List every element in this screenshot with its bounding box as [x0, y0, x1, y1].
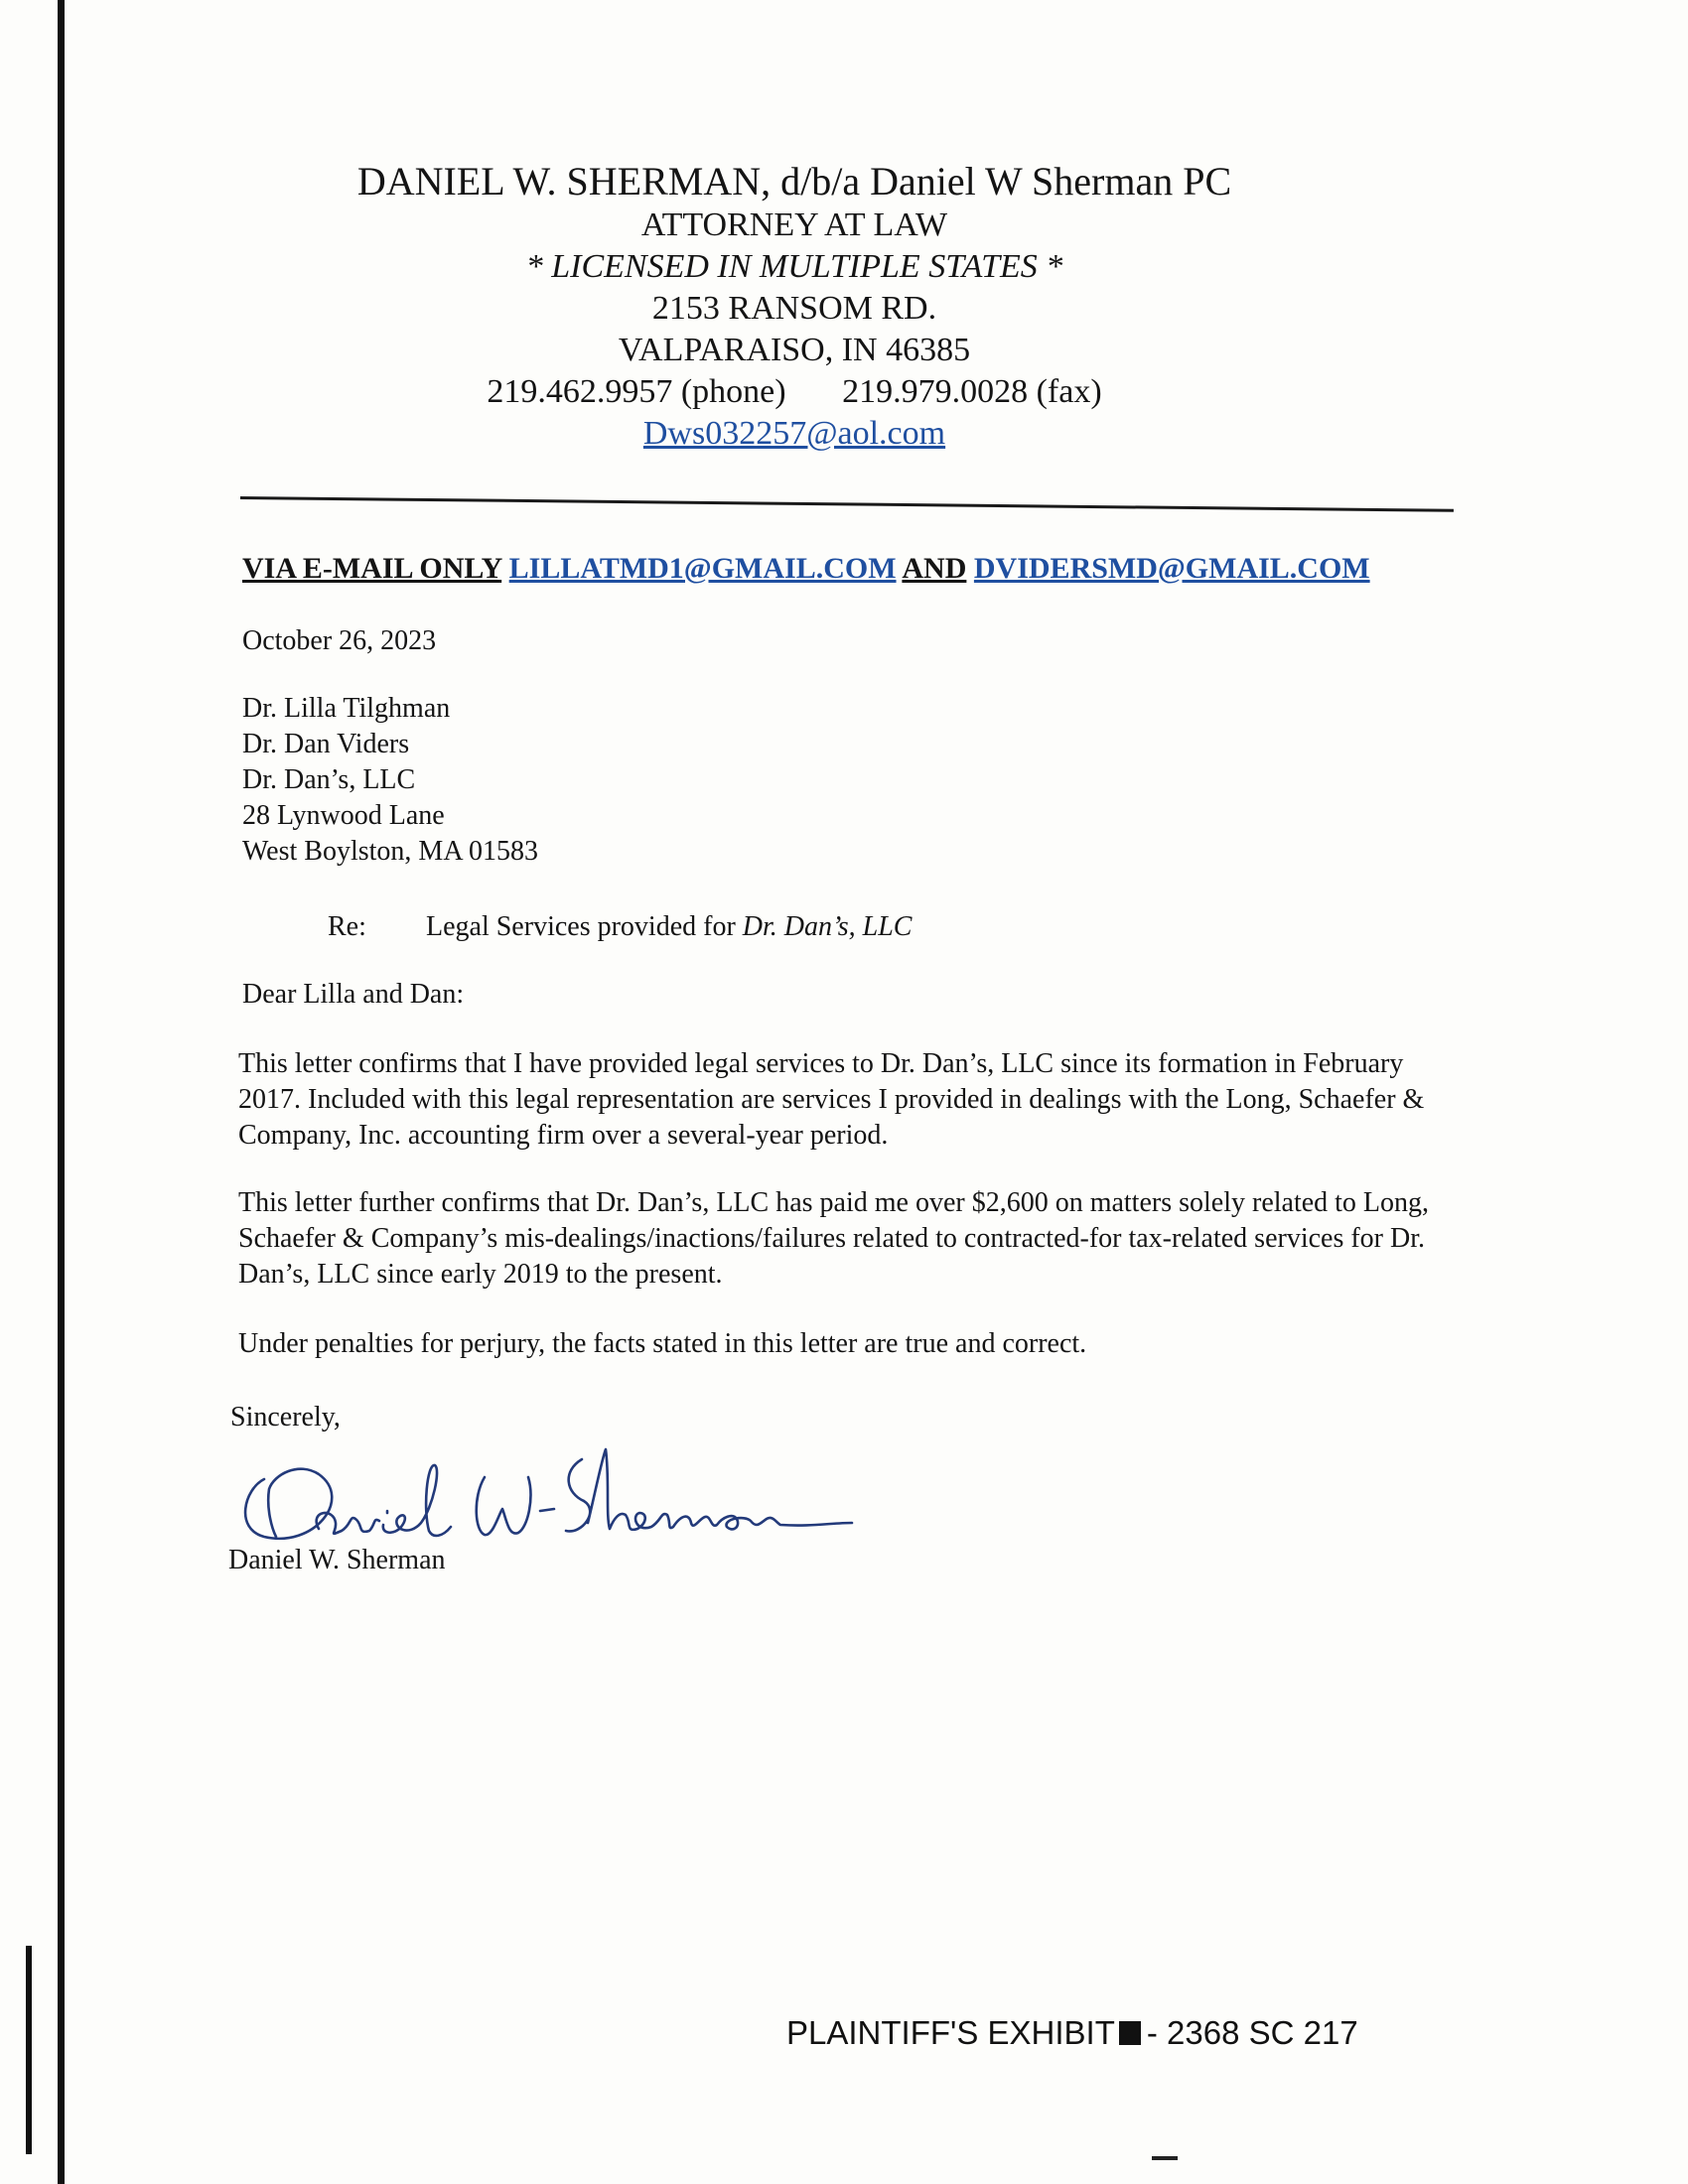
via-email-line: [242, 552, 1370, 586]
closing: Sincerely,: [230, 1402, 341, 1433]
recipient-line: West Boylston, MA 01583: [242, 836, 538, 867]
body-paragraph: Under penalties for perjury, the facts stated in this letter are true and correct.: [238, 1328, 1087, 1359]
contact-numbers: [238, 371, 1350, 413]
street-address: 2153 RANSOM RD.: [651, 290, 937, 327]
recipient-line: Dr. Dan Viders: [242, 729, 410, 759]
attorney-title: ATTORNEY AT LAW: [640, 206, 948, 243]
body-paragraph: This letter confirms that I have provided legal services to Dr. Dan’s, LLC since its formation in February 2017. Included with this legal representation are services I provided in dealings with the Long, Schaefer & Company, Inc. accounting firm over a several-year period.: [238, 1048, 1425, 1151]
recipient-line: Dr. Dan’s, LLC: [242, 764, 416, 795]
letterhead: [238, 159, 1350, 455]
letterhead-divider: [240, 496, 1454, 512]
recipient-line: Dr. Lilla Tilghman: [242, 693, 451, 724]
footer-mark: [1152, 2156, 1178, 2160]
signature-drawing: [224, 1420, 860, 1559]
subject-emphasis: Dr. Dan’s, LLC: [742, 911, 913, 942]
signer-name: Daniel W. Sherman: [228, 1545, 446, 1575]
letter-date: October 26, 2023: [242, 625, 437, 656]
scan-edge-lower: [26, 1946, 32, 2154]
exhibit-prefix: PLAINTIFF'S EXHIBIT: [786, 2014, 1115, 2051]
exhibit-suffix: - 2368 SC 217: [1146, 2014, 1358, 2051]
via-prefix: VIA E-MAIL ONLY: [242, 552, 502, 585]
subject-label: Re:: [328, 911, 366, 942]
email-link-dan[interactable]: DVIDERSMD@GMAIL.COM: [973, 552, 1370, 585]
exhibit-mark-icon: [1119, 2021, 1141, 2045]
licensed-note: * LICENSED IN MULTIPLE STATES *: [525, 248, 1063, 285]
salutation: Dear Lilla and Dan:: [242, 979, 465, 1010]
recipient-line: 28 Lynwood Lane: [242, 800, 445, 831]
handwritten-signature: [224, 1420, 860, 1559]
body-paragraph: This letter further confirms that Dr. Dan’s, LLC has paid me over $2,600 on matters solely related to Long, Schaefer & Company’s mis-dealings/inactions/failures related to contracted-for tax-related services for Dr. Dan’s, LLC since early 2019 to the present.: [238, 1187, 1430, 1290]
attorney-name: DANIEL W. SHERMAN, d/b/a Daniel W Sherman PC: [356, 159, 1232, 204]
email-link-lilla[interactable]: LILLATMD1@GMAIL.COM: [508, 552, 897, 585]
subject-text: Legal Services provided for: [426, 911, 736, 942]
phone-number: 219.462.9957 (phone): [487, 373, 786, 410]
recipient-address: [242, 691, 538, 870]
attorney-email-link[interactable]: Dws032257@aol.com: [642, 415, 946, 452]
subject-line: [328, 909, 912, 945]
fax-number: 219.979.0028 (fax): [842, 373, 1102, 410]
scan-edge: [58, 0, 65, 2184]
exhibit-stamp: [786, 2013, 1358, 2053]
city-state-zip: VALPARAISO, IN 46385: [618, 332, 971, 368]
via-and: AND: [902, 552, 967, 585]
